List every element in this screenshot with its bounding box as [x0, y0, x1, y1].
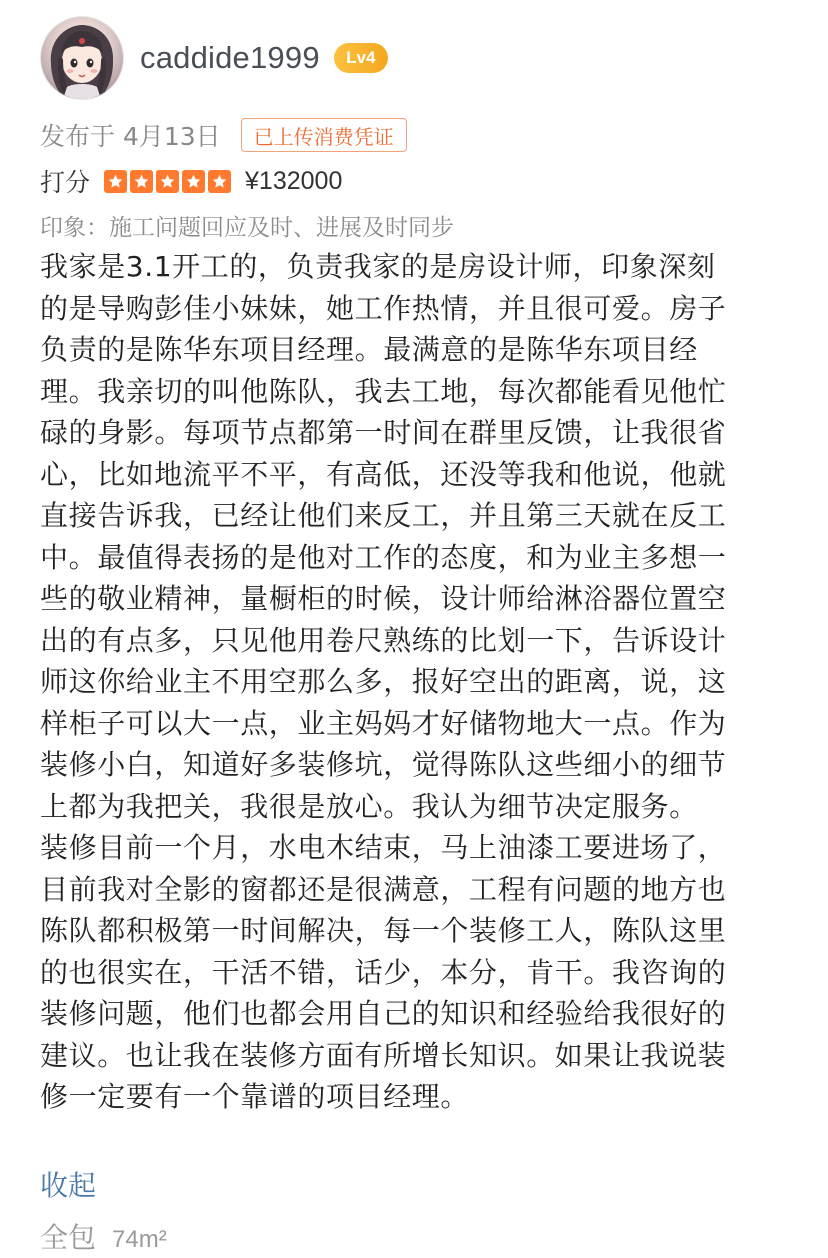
review-line: 上都为我把关，我很是放心。我认为细节决定服务。: [40, 789, 698, 823]
review-line: 师这你给业主不用空那么多，报好空出的距离，说，这: [40, 665, 727, 698]
review-line: 直接告诉我，已经让他们来反工，并且第三天就在反工: [40, 499, 727, 532]
review-line: 的是导购彭佳小妹妹，她工作热情，并且很可爱。房子: [40, 291, 727, 325]
review-line: 碌的身影。每项节点都第一时间在群里反馈，让我很省: [40, 416, 727, 449]
review-line: 陈队都积极第一时间解决，每一个装修工人，陈队这里: [40, 914, 727, 947]
star-icon: [130, 170, 153, 193]
avatar[interactable]: [40, 16, 124, 100]
review-line: 心，比如地流平不平，有高低，还没等我和他说，他就: [40, 457, 727, 491]
review-line: 样柜子可以大一点，业主妈妈才好储物地大一点。作为: [40, 706, 727, 740]
star-icon: [104, 170, 127, 193]
review-line: 目前我对全影的窗都还是很满意，工程有问题的地方也: [40, 872, 727, 906]
rating-label: 打分: [40, 168, 91, 197]
review-line: 负责的是陈华东项目经理。最满意的是陈华东项目经: [40, 333, 698, 366]
review-line: 中。最值得表扬的是他对工作的态度，和为业主多想一: [40, 540, 727, 574]
star-icon: [208, 170, 231, 193]
review-line: 建议。也让我在装修方面有所增长知识。如果让我说装: [40, 1038, 727, 1072]
voucher-badge: 已上传消费凭证: [241, 118, 407, 152]
review-body: [40, 246, 790, 1118]
review-line: 理。我亲切的叫他陈队，我去工地，每次都能看见他忙: [40, 374, 727, 408]
impression-text: 印象：施工问题回应及时、进展及时同步: [40, 214, 454, 241]
avatar-illustration-icon: [41, 17, 123, 99]
username[interactable]: caddide1999: [140, 40, 320, 75]
review-line: 装修问题，他们也都会用自己的知识和经验给我很好的: [40, 997, 727, 1030]
meta-row: [40, 116, 407, 154]
price: ¥132000: [245, 166, 343, 195]
star-icon: [182, 170, 205, 193]
rating-row: [40, 162, 342, 200]
rating-stars: [104, 170, 231, 193]
review-line: 的也很实在，干活不错，话少，本分，肯干。我咨询的: [40, 955, 727, 989]
review-line: 我家是3.1开工的，负责我家的是房设计师，印象深刻: [40, 250, 716, 283]
review-line: 出的有点多，只见他用卷尺熟练的比划一下，告诉设计: [40, 623, 727, 657]
project-info: [40, 1216, 167, 1256]
collapse-link[interactable]: 收起: [40, 1169, 97, 1202]
review-line: 装修目前一个月，水电木结束，马上油漆工要进场了，: [40, 831, 727, 864]
posted-date: 发布于 4月13日: [40, 122, 221, 151]
level-badge: Lv4: [334, 43, 388, 73]
review-header: [40, 14, 388, 102]
star-icon: [156, 170, 179, 193]
review-line: 些的敬业精神，量橱柜的时候，设计师给淋浴器位置空: [40, 582, 727, 615]
review-line: 修一定要有一个靠谱的项目经理。: [40, 1080, 470, 1113]
house-area: 74m²: [112, 1226, 167, 1253]
review-line: 装修小白，知道好多装修坑，觉得陈队这些细小的细节: [40, 748, 727, 781]
package-type: 全包: [40, 1221, 97, 1254]
